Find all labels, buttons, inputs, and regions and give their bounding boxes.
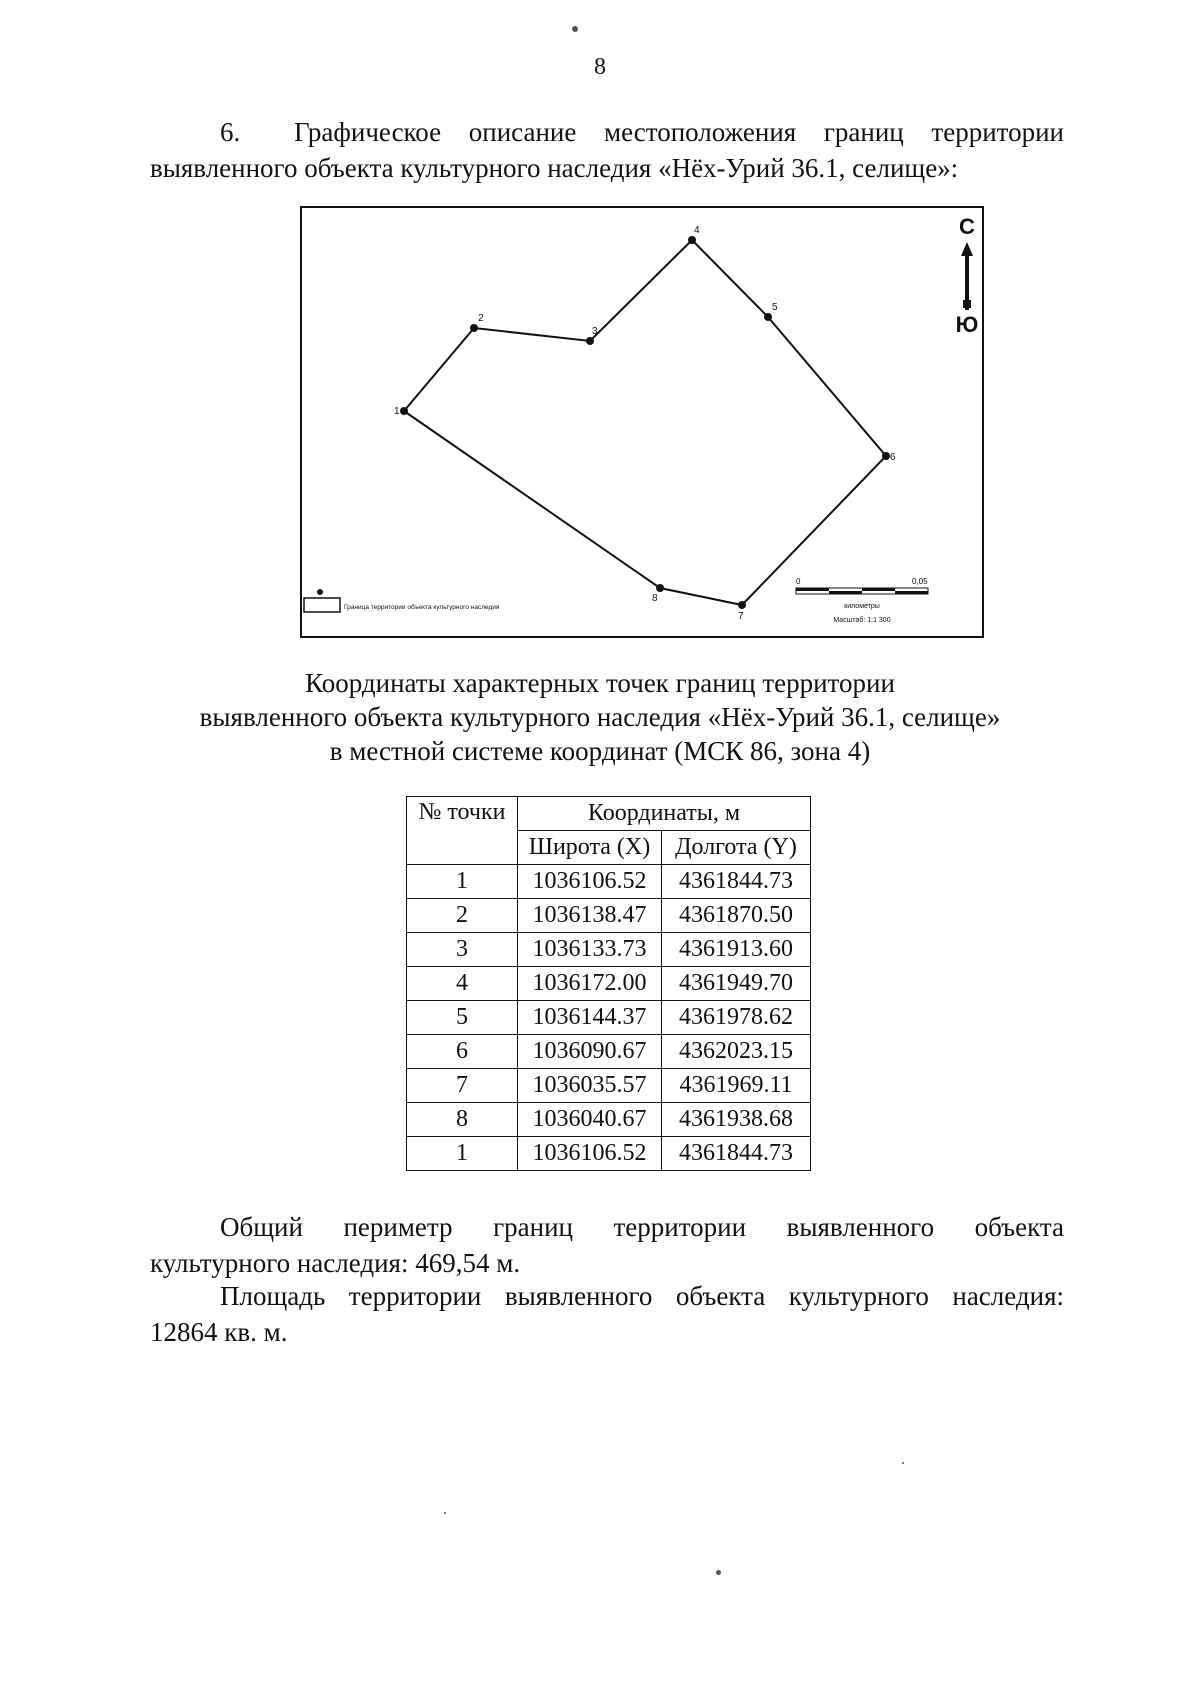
cell-point: 1 — [407, 865, 518, 899]
cell-point: 5 — [407, 1001, 518, 1035]
cell-point: 2 — [407, 899, 518, 933]
cell-y: 4361969.11 — [662, 1069, 811, 1103]
point-label-3: 3 — [592, 326, 598, 337]
table-row — [407, 1137, 811, 1171]
south-label: Ю — [955, 312, 979, 337]
header-y: Долгота (Y) — [662, 831, 811, 865]
boundary-point-8 — [656, 584, 664, 592]
north-arrow — [956, 214, 979, 337]
section-number: 6. — [220, 117, 241, 147]
boundary-point-7 — [738, 601, 746, 609]
point-label-1: 1 — [394, 406, 400, 417]
cell-y: 4361949.70 — [662, 967, 811, 1001]
cell-point: 4 — [407, 967, 518, 1001]
map-legend — [304, 589, 500, 612]
north-arrow-head-icon — [961, 242, 973, 256]
legend-boundary-icon — [304, 598, 340, 612]
cell-x: 1036144.37 — [518, 1001, 662, 1035]
scale-unit: километры — [844, 603, 880, 610]
cell-y: 4361844.73 — [662, 1137, 811, 1171]
boundary-point-2 — [470, 324, 478, 332]
coords-heading-line3: в местной системе координат (МСК 86, зона 4) — [329, 736, 871, 766]
cell-y: 4361978.62 — [662, 1001, 811, 1035]
cell-x: 1036133.73 — [518, 933, 662, 967]
table-header-row — [407, 797, 811, 831]
legend-label: Граница территории объекта культурного наследия — [344, 604, 500, 611]
scan-speck — [444, 1512, 446, 1514]
scan-speck — [716, 1570, 721, 1575]
header-coords: Координаты, м — [518, 797, 811, 831]
cell-point: 1 — [407, 1137, 518, 1171]
coords-heading — [0, 666, 1200, 768]
point-label-2: 2 — [478, 313, 484, 324]
coordinates-table — [406, 796, 811, 1171]
boundary-point-6 — [882, 452, 890, 460]
perimeter-line1: Общий периметр границ территории выявленного объекта — [220, 1212, 1064, 1242]
cell-point: 8 — [407, 1103, 518, 1137]
scan-speck — [902, 1462, 904, 1464]
cell-x: 1036106.52 — [518, 1137, 662, 1171]
table-row — [407, 933, 811, 967]
boundary-map — [300, 206, 984, 638]
cell-y: 4361913.60 — [662, 933, 811, 967]
area-line2: 12864 кв. м. — [150, 1317, 288, 1347]
boundary-point-5 — [764, 313, 772, 321]
area-line1: Площадь территории выявленного объекта культурного наследия: — [220, 1281, 1064, 1311]
table-row — [407, 899, 811, 933]
cell-y: 4361870.50 — [662, 899, 811, 933]
table-row — [407, 1035, 811, 1069]
point-label-4: 4 — [694, 225, 700, 236]
territory-boundary — [404, 240, 886, 605]
cell-x: 1036172.00 — [518, 967, 662, 1001]
legend-point-icon — [317, 589, 323, 595]
point-label-8: 8 — [652, 593, 658, 604]
coords-heading-line2: выявленного объекта культурного наследия «Нёх-Урий 36.1, селище» — [199, 702, 1001, 732]
cell-x: 1036090.67 — [518, 1035, 662, 1069]
point-label-5: 5 — [772, 302, 778, 313]
scale-ratio: Масштаб: 1:1 300 — [833, 617, 891, 624]
boundary-point-3 — [586, 337, 594, 345]
table-row — [407, 1069, 811, 1103]
point-label-6: 6 — [890, 452, 896, 463]
page-number: 8 — [594, 54, 606, 80]
boundary-point-4 — [688, 236, 696, 244]
cell-x: 1036106.52 — [518, 865, 662, 899]
cell-point: 3 — [407, 933, 518, 967]
table-row — [407, 1103, 811, 1137]
cell-x: 1036138.47 — [518, 899, 662, 933]
cell-y: 4361938.68 — [662, 1103, 811, 1137]
section-title-line1: Графическое описание местоположения границ территории — [294, 117, 1064, 147]
cell-y: 4361844.73 — [662, 865, 811, 899]
table-row — [407, 865, 811, 899]
point-label-7: 7 — [738, 611, 744, 622]
boundary-map-svg — [302, 208, 986, 640]
cell-y: 4362023.15 — [662, 1035, 811, 1069]
header-x: Широта (X) — [518, 831, 662, 865]
cell-x: 1036040.67 — [518, 1103, 662, 1137]
boundary-points — [400, 236, 890, 609]
north-label: С — [959, 214, 975, 239]
boundary-point-1 — [400, 407, 408, 415]
table-row — [407, 1001, 811, 1035]
cell-point: 7 — [407, 1069, 518, 1103]
perimeter-line2: культурного наследия: 469,54 м. — [150, 1248, 521, 1278]
scale-right-tick: 0,05 — [912, 577, 928, 586]
scan-speck — [572, 26, 578, 32]
section-6-paragraph — [150, 114, 1064, 186]
perimeter-paragraph — [150, 1209, 1064, 1281]
cell-x: 1036035.57 — [518, 1069, 662, 1103]
coords-heading-line1: Координаты характерных точек границ территории — [305, 668, 895, 698]
area-paragraph — [150, 1278, 1064, 1350]
cell-point: 6 — [407, 1035, 518, 1069]
section-title-line2: выявленного объекта культурного наследия «Нёх-Урий 36.1, селище»: — [150, 153, 959, 183]
table-row — [407, 967, 811, 1001]
scale-left-tick: 0 — [796, 577, 801, 586]
scale-bar — [796, 577, 928, 624]
header-point: № точки — [407, 797, 518, 865]
